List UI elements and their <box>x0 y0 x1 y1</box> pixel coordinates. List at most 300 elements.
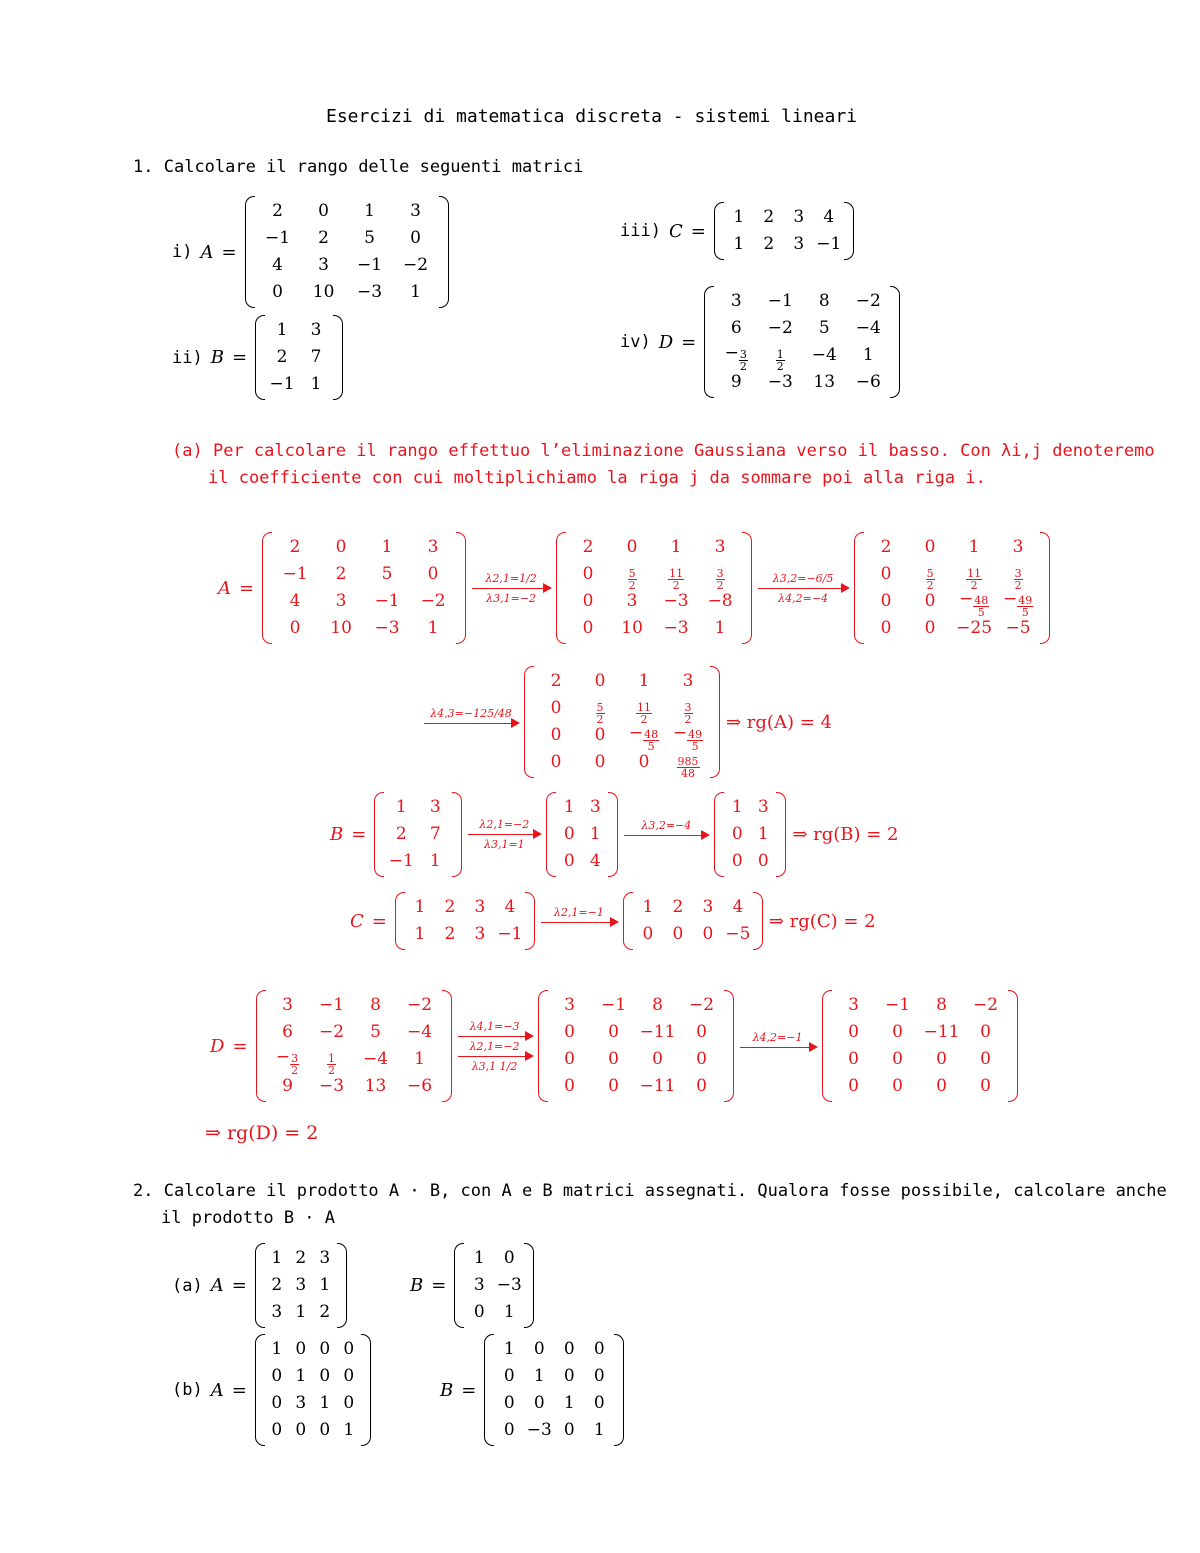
matrix-cell <box>754 204 784 231</box>
matrix-entry: 4 <box>823 207 835 227</box>
matrix-cell <box>272 534 318 561</box>
matrix-cell <box>364 534 410 561</box>
matrix-cell <box>592 1019 636 1046</box>
matrix-cell <box>592 1073 636 1100</box>
matrix-cell <box>418 794 452 821</box>
gauss-A-step-2 <box>418 666 832 778</box>
gauss-A-step-1 <box>218 532 1050 644</box>
arrow-line <box>740 1047 816 1048</box>
matrix-entry: 1 <box>670 537 682 557</box>
matrix-cell <box>289 1299 313 1326</box>
matrix-cell <box>802 315 846 342</box>
matrix-cell <box>255 225 301 252</box>
matrix-cell <box>272 615 318 642</box>
matrix-cell <box>758 288 802 315</box>
matrix-cell <box>289 1417 313 1444</box>
matrix-cell <box>265 1245 289 1272</box>
matrix-name: B <box>410 1275 424 1296</box>
exercise-1-number: 1. <box>133 157 154 177</box>
matrix-entry: 0 <box>608 1022 619 1042</box>
matrix-cell <box>384 848 418 875</box>
matrix-cell <box>548 1046 592 1073</box>
arrow-coefficient-bottom: λ3,1=1 <box>483 838 525 851</box>
exercise-2-prompt: Calcolare il prodotto A · B, con A e B matrici assegnati. Qualora fosse possibile, calcolare anche <box>163 1181 1167 1201</box>
arrow-line <box>458 1056 532 1057</box>
matrix-entry: 2 <box>272 201 283 221</box>
matrix-entry: 1 <box>968 537 980 557</box>
matrix-entry: 0 <box>550 725 562 745</box>
arrow-line <box>758 588 848 589</box>
matrix-cell <box>310 1019 354 1046</box>
matrix-B <box>255 315 343 400</box>
matrix-cell <box>920 1019 964 1046</box>
matrix-cell <box>398 1046 442 1073</box>
matrix-cell <box>405 894 435 921</box>
arrow-line <box>424 723 518 724</box>
matrix-entry: 1 <box>271 1339 283 1359</box>
matrix-entry: 1 <box>295 1366 307 1386</box>
matrix-cell <box>724 848 750 875</box>
matrix-cell <box>846 288 890 315</box>
matrix-cell <box>465 921 495 948</box>
matrix-entry: −1 <box>319 995 345 1015</box>
matrix-cell <box>964 1046 1008 1073</box>
matrix-cell <box>832 1073 876 1100</box>
matrix-entry: −1 <box>357 255 383 275</box>
matrix-entry: −2 <box>767 318 793 338</box>
matrix-cell <box>418 848 452 875</box>
exercise-2a-A <box>172 1243 347 1328</box>
matrix-entry: 5 <box>370 1022 381 1042</box>
matrix-cell <box>622 668 666 695</box>
matrix-entry: 3 <box>793 207 805 227</box>
matrix-entry: 3 <box>410 201 421 221</box>
matrix-name: B <box>440 1379 454 1401</box>
matrix-2a-A <box>255 1243 347 1328</box>
matrix-entry: 0 <box>582 591 594 611</box>
matrix-D-step-1 <box>538 990 734 1102</box>
arrow-line <box>541 922 617 923</box>
matrix-cell <box>698 588 742 615</box>
matrix-cell <box>337 1363 361 1390</box>
matrix-entry: 0 <box>880 618 892 638</box>
matrix-cell <box>494 1417 524 1444</box>
matrix-C-definition <box>620 202 854 260</box>
matrix-entry: 1 <box>414 1049 425 1069</box>
matrix-cell <box>996 615 1040 642</box>
matrix-cell <box>384 794 418 821</box>
solution-1-text <box>172 438 1155 492</box>
matrix-cell <box>410 588 456 615</box>
matrix-cell <box>633 921 663 948</box>
matrix-entry: 3 <box>282 995 293 1015</box>
elimination-arrow <box>424 707 518 738</box>
matrix-cell <box>698 561 742 592</box>
matrix-cell <box>680 1019 724 1046</box>
matrix-cell <box>398 1019 442 1046</box>
matrix-cell <box>289 1336 313 1363</box>
matrix-entry: 0 <box>563 1366 575 1386</box>
matrix-cell <box>548 1073 592 1100</box>
matrix-entry: −5 <box>725 924 751 944</box>
matrix-cell <box>265 1390 289 1417</box>
matrix-cell <box>636 1019 680 1046</box>
matrix-cell <box>920 1073 964 1100</box>
matrix-entry: 3 <box>335 591 347 611</box>
matrix-entry: 0 <box>593 1393 605 1413</box>
matrix-entry: 1 <box>310 374 322 394</box>
matrix-entry: 1 <box>295 1302 307 1322</box>
matrix-cell <box>864 534 908 561</box>
matrix-entry: −4 <box>363 1049 389 1069</box>
matrix-entry: 1 <box>473 1248 485 1268</box>
matrix-entry: 2 <box>395 824 407 844</box>
matrix-entry: 2 <box>295 1248 307 1268</box>
matrix-entry: 4 <box>272 255 283 275</box>
matrix-cell <box>758 369 802 396</box>
matrix-cell <box>534 695 578 722</box>
matrix-cell <box>337 1417 361 1444</box>
matrix-cell <box>266 1046 310 1077</box>
matrix-A-step-3 <box>524 666 720 778</box>
matrix-cell <box>318 588 364 615</box>
matrix-cell <box>714 342 758 373</box>
matrix-cell <box>554 1390 584 1417</box>
matrix-entry: −3 <box>663 591 689 611</box>
equals-sign: = <box>231 1275 247 1296</box>
equals-sign: = <box>239 577 255 599</box>
matrix-cell <box>714 288 758 315</box>
matrix-name: C <box>350 910 364 932</box>
elimination-arrow <box>472 572 550 605</box>
matrix-entry: −8 <box>707 591 733 611</box>
matrix-A-step-1 <box>556 532 752 644</box>
exercise-2-number: 2. <box>133 1181 154 1201</box>
matrix-entry: 3 <box>295 1393 307 1413</box>
matrix-cell <box>418 821 452 848</box>
matrix-cell <box>556 848 582 875</box>
matrix-entry: 0 <box>848 1076 859 1096</box>
matrix-entry: 2 <box>289 537 301 557</box>
matrix-name: B <box>210 347 224 368</box>
matrix-cell <box>582 821 608 848</box>
solution-1-line-1 <box>172 438 1155 465</box>
matrix-cell <box>265 1336 289 1363</box>
item-label-ii: ii) <box>172 347 203 368</box>
exercise-1-prompt: Calcolare il rango delle seguenti matrici <box>163 157 584 177</box>
matrix-cell <box>310 1046 354 1077</box>
matrix-cell <box>663 921 693 948</box>
matrix-entry: 0 <box>593 1366 605 1386</box>
matrix-cell <box>534 668 578 695</box>
matrix-entry: 0 <box>924 618 936 638</box>
matrix-entry: 3 <box>793 234 805 254</box>
matrix-entry: 7 <box>429 824 441 844</box>
matrix-entry: 1 <box>381 537 393 557</box>
gauss-C <box>350 892 876 950</box>
solution-line-1-text: Per calcolare il rango effettuo l’eliminazione Gaussiana verso il basso. Con λi,j denoteremo <box>212 441 1155 461</box>
item-label-i: i) <box>172 242 193 262</box>
matrix-cell <box>996 534 1040 561</box>
matrix-entry: 3 <box>848 995 859 1015</box>
matrix-cell <box>654 615 698 642</box>
matrix-entry: 0 <box>892 1049 903 1069</box>
matrix-entry: −11 <box>639 1022 676 1042</box>
matrix-entry: −2 <box>407 995 433 1015</box>
matrix-entry: $\frac{5}{2}$ <box>628 566 636 592</box>
matrix-entry: $\frac{1}{2}$ <box>328 1051 336 1077</box>
matrix-cell <box>255 252 301 279</box>
matrix-entry: − $\frac{48}{5}$ <box>958 588 989 619</box>
matrix-cell <box>299 344 333 371</box>
matrix-entry: −1 <box>265 228 291 248</box>
matrix-entry: 2 <box>763 234 775 254</box>
matrix-entry: −25 <box>956 618 993 638</box>
matrix-cell <box>784 231 814 258</box>
matrix-entry: −2 <box>855 291 881 311</box>
matrix-cell <box>566 615 610 642</box>
matrix-cell <box>354 992 398 1019</box>
arrow-coefficient-top: λ4,2=−1 <box>752 1030 803 1044</box>
arrow-coefficient-top: λ3,2=−6/5 <box>772 571 834 585</box>
matrix-entry: 1 <box>589 824 601 844</box>
arrow-coefficient-top: λ2,1=1/2 <box>485 571 537 585</box>
matrix-name: A <box>218 577 231 599</box>
matrix-entry: 0 <box>473 1302 485 1322</box>
matrix-cell <box>410 534 456 561</box>
rank-D-result: ⇒ rg(D) = 2 <box>205 1122 319 1144</box>
matrix-entry: −3 <box>526 1420 552 1440</box>
matrix-B <box>374 792 462 877</box>
matrix-entry: −1 <box>497 924 523 944</box>
matrix-entry: 3 <box>757 797 769 817</box>
arrow-coefficient-top: λ3,2=−4 <box>641 819 692 832</box>
matrix-cell <box>301 279 347 306</box>
matrix-cell <box>289 1272 313 1299</box>
matrix-entry: −1 <box>767 291 793 311</box>
matrix-entry: 2 <box>582 537 594 557</box>
matrix-name: D <box>658 331 674 353</box>
matrix-cell <box>410 561 456 588</box>
matrix-entry: 1 <box>593 1420 605 1440</box>
matrix-entry: 1 <box>731 797 743 817</box>
matrix-entry: 0 <box>318 201 329 221</box>
matrix-cell <box>393 252 439 279</box>
matrix-cell <box>584 1336 614 1363</box>
matrix-entry: 0 <box>731 824 743 844</box>
matrix-entry: 10 <box>330 618 352 638</box>
arrow-line <box>472 588 550 589</box>
matrix-cell <box>410 615 456 642</box>
matrix-entry: 10 <box>312 282 335 302</box>
matrix-cell <box>622 749 666 776</box>
matrix-cell <box>654 534 698 561</box>
matrix-entry: 3 <box>474 924 486 944</box>
matrix-entry: 1 <box>757 824 769 844</box>
matrix-entry: 3 <box>474 897 486 917</box>
matrix-entry: 0 <box>594 725 606 745</box>
matrix-cell <box>636 992 680 1019</box>
matrix-cell <box>876 1073 920 1100</box>
matrix-entry: −2 <box>973 995 999 1015</box>
gauss-D <box>210 990 1018 1102</box>
matrix-cell <box>554 1417 584 1444</box>
matrix-entry: 1 <box>414 897 426 917</box>
item-label-b: (b) <box>172 1380 203 1400</box>
arrow-coefficient-top: λ2,1=−1 <box>553 905 604 919</box>
matrix-entry: −1 <box>374 591 400 611</box>
equals-sign: = <box>351 824 367 845</box>
matrix-cell <box>265 317 299 344</box>
matrix-entry: 2 <box>318 228 329 248</box>
matrix-entry: 13 <box>364 1076 387 1096</box>
matrix-entry: 0 <box>672 924 684 944</box>
matrix-cell <box>964 1073 1008 1100</box>
matrix-cell <box>636 1073 680 1100</box>
matrix-A <box>262 532 466 644</box>
elimination-arrow <box>468 818 540 851</box>
matrix-entry: 1 <box>414 924 426 944</box>
matrix-entry: 0 <box>880 591 892 611</box>
matrix-entry: −3 <box>496 1275 522 1295</box>
matrix-cell <box>920 1046 964 1073</box>
matrix-entry: 2 <box>880 537 892 557</box>
matrix-entry: 0 <box>594 752 606 772</box>
matrix-cell <box>582 794 608 821</box>
matrix-cell <box>265 1299 289 1326</box>
matrix-cell <box>663 894 693 921</box>
matrix-entry: 3 <box>319 1248 331 1268</box>
matrix-entry: 1 <box>343 1420 355 1440</box>
matrix-entry: 5 <box>364 228 375 248</box>
matrix-entry: 0 <box>757 851 769 871</box>
matrix-entry: 0 <box>319 1366 331 1386</box>
solution-label: (a) <box>172 441 203 461</box>
matrix-cell <box>313 1272 337 1299</box>
matrix-cell <box>693 894 723 921</box>
matrix-cell <box>654 561 698 592</box>
matrix-entry: 1 <box>503 1302 515 1322</box>
matrix-cell <box>556 794 582 821</box>
matrix-cell <box>337 1390 361 1417</box>
matrix-cell <box>354 1073 398 1100</box>
matrix-cell <box>832 1046 876 1073</box>
matrix-entry: $\frac{11}{2}$ <box>637 700 651 726</box>
matrix-cell <box>908 534 952 561</box>
matrix-entry: 0 <box>652 1049 663 1069</box>
matrix-cell <box>832 992 876 1019</box>
matrix-cell <box>289 1390 313 1417</box>
matrix-cell <box>814 204 844 231</box>
matrix-cell <box>846 369 890 396</box>
matrix-cell <box>435 894 465 921</box>
matrix-cell <box>554 1336 584 1363</box>
matrix-entry: 0 <box>638 752 650 772</box>
matrix-cell <box>908 561 952 592</box>
arrow-coefficient-middle: λ2,1=−2 <box>469 1039 520 1053</box>
matrix-cell <box>398 1073 442 1100</box>
exercise-2a-B <box>410 1243 534 1328</box>
matrix-entry: $\frac{11}{2}$ <box>967 566 982 592</box>
exercise-1-heading <box>133 154 583 181</box>
matrix-cell <box>265 371 299 398</box>
matrix-entry: 7 <box>310 347 322 367</box>
matrix-cell <box>610 534 654 561</box>
matrix-cell <box>802 342 846 369</box>
matrix-entry: 9 <box>730 372 742 392</box>
matrix-cell <box>584 1417 614 1444</box>
elimination-arrow <box>758 572 848 605</box>
matrix-entry: −6 <box>855 372 881 392</box>
matrix-entry: 1 <box>503 1339 515 1359</box>
matrix-cell <box>310 1073 354 1100</box>
arrow-coefficient-bottom: λ3,1 1/2 <box>471 1059 518 1073</box>
matrix-entry: 0 <box>343 1339 355 1359</box>
matrix-cell <box>666 722 710 753</box>
arrow-line <box>624 835 708 836</box>
matrix-entry: 0 <box>696 1076 707 1096</box>
matrix-cell <box>272 561 318 588</box>
matrix-entry: 1 <box>714 618 726 638</box>
matrix-cell <box>494 1390 524 1417</box>
matrix-entry: $\frac{5}{2}$ <box>926 566 934 592</box>
matrix-entry: − $\frac{3}{2}$ <box>275 1046 299 1077</box>
matrix-cell <box>814 231 844 258</box>
matrix-cell <box>255 279 301 306</box>
matrix-cell <box>265 1417 289 1444</box>
matrix-cell <box>313 1417 337 1444</box>
matrix-entry: 0 <box>563 1339 575 1359</box>
matrix-entry: 5 <box>381 564 393 584</box>
matrix-cell <box>534 749 578 776</box>
matrix-entry: − $\frac{49}{5}$ <box>672 722 703 753</box>
matrix-entry: 3 <box>714 537 726 557</box>
matrix-entry: 0 <box>848 1022 859 1042</box>
matrix-entry: 6 <box>282 1022 293 1042</box>
matrix-entry: 3 <box>318 255 329 275</box>
matrix-cell <box>846 342 890 369</box>
matrix-cell <box>272 588 318 615</box>
matrix-cell <box>494 1299 524 1326</box>
matrix-entry: 3 <box>682 671 694 691</box>
arrow-coefficient-bottom: λ3,1=−2 <box>486 591 537 605</box>
matrix-entry: 1 <box>319 1275 331 1295</box>
matrix-cell <box>952 615 996 642</box>
matrix-entry: 0 <box>582 564 594 584</box>
matrix-cell <box>846 315 890 342</box>
matrix-entry: 4 <box>504 897 516 917</box>
matrix-cell <box>952 534 996 561</box>
matrix-entry: 0 <box>936 1076 947 1096</box>
matrix-cell <box>584 1390 614 1417</box>
matrix-entry: 0 <box>533 1339 545 1359</box>
matrix-2b-B <box>484 1334 624 1446</box>
matrix-entry: 1 <box>733 234 745 254</box>
matrix-entry: 3 <box>429 797 441 817</box>
matrix-entry: − $\frac{48}{5}$ <box>628 722 659 753</box>
matrix-entry: 1 <box>429 851 441 871</box>
matrix-cell <box>524 1417 554 1444</box>
matrix-entry: 2 <box>550 671 562 691</box>
matrix-entry: 0 <box>696 1049 707 1069</box>
matrix-cell <box>347 225 393 252</box>
matrix-entry: 8 <box>818 291 830 311</box>
matrix-entry: −4 <box>407 1022 433 1042</box>
matrix-cell <box>318 534 364 561</box>
matrix-cell <box>832 1019 876 1046</box>
equals-sign: = <box>690 220 706 242</box>
matrix-cell <box>347 279 393 306</box>
